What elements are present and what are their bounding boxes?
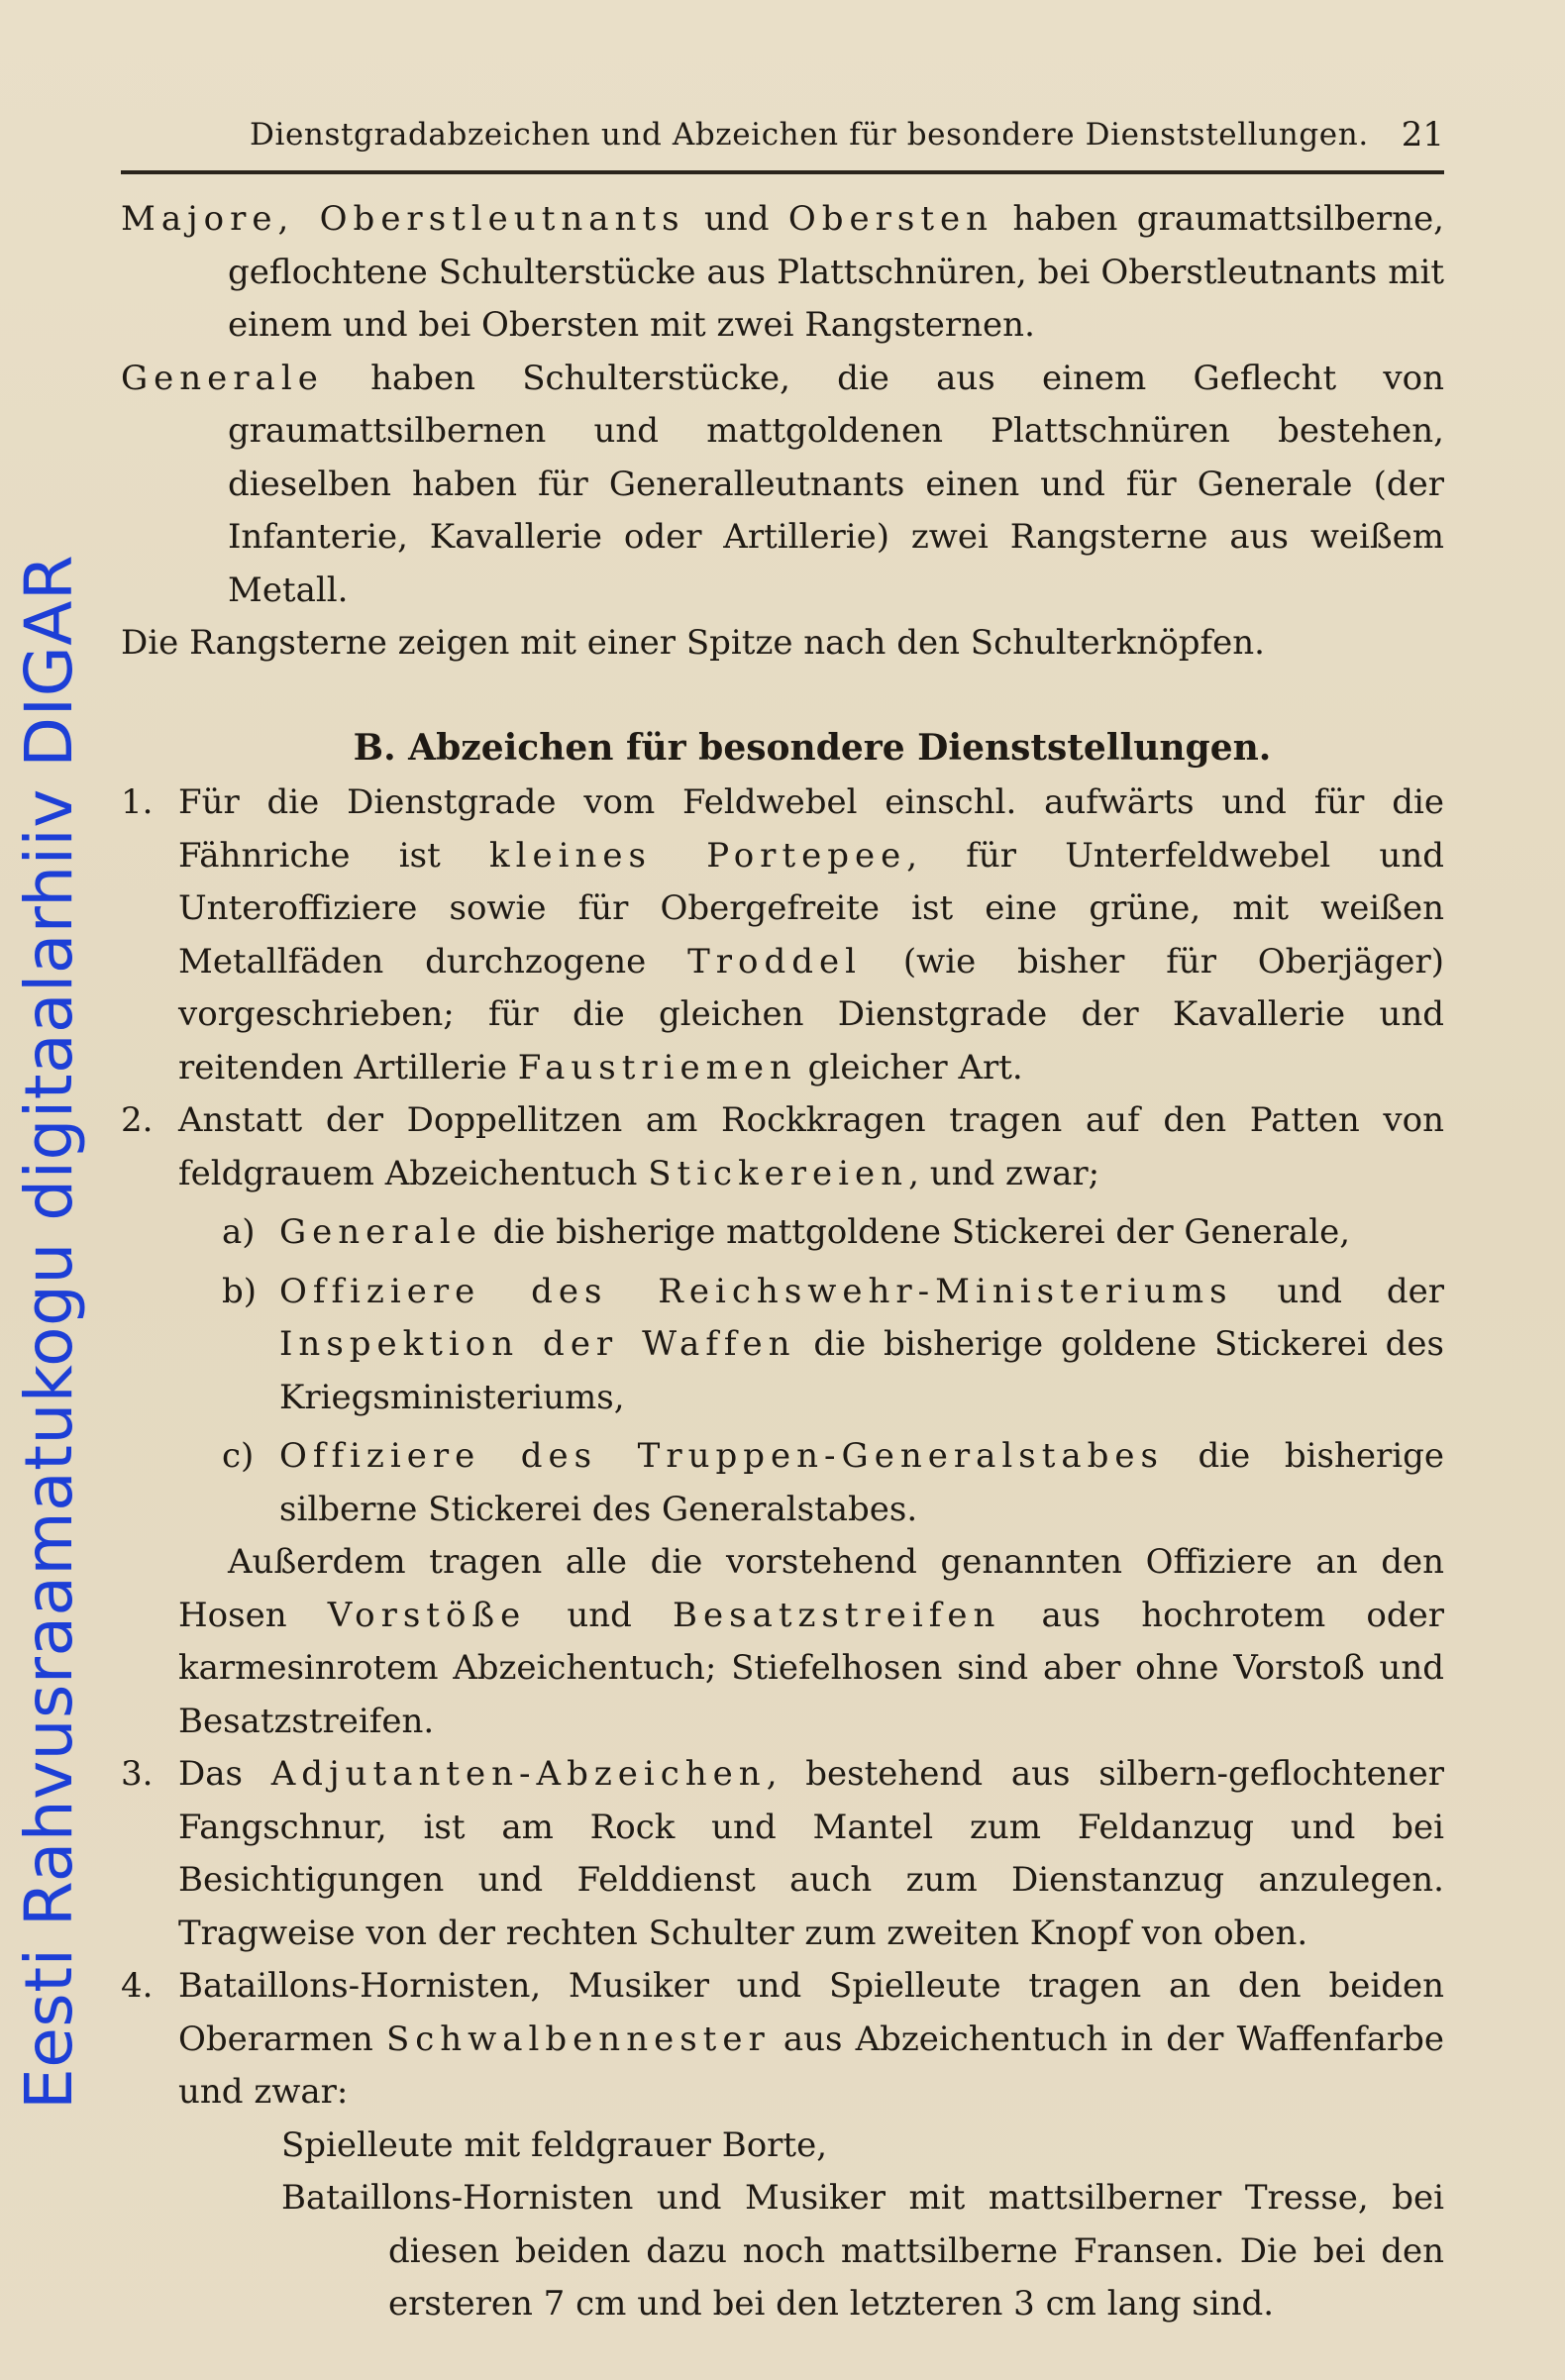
- text-run: haben Schulterstücke, die aus einem Geflecht von graumattsilbernen und mattgoldenen Plattschnüren bestehen, dieselben haben für Generalleutnants einen und für Generale (der Infanterie, Kavallerie oder Artillerie) zwei Rangsterne aus weißem Metall.: [228, 358, 1444, 610]
- text-run: Bataillons-Hornisten, Musiker und Spielleute tragen an den beiden Oberarmen: [178, 1966, 1444, 2059]
- spaced-term: Faustriemen: [517, 1047, 797, 1087]
- page-number: 21: [1401, 115, 1444, 155]
- paragraph-ausserdem: [121, 1536, 1444, 1748]
- text-run: Für die Dienstgrade vom Feldwebel einschl. aufwärts und für die Fähnriche ist: [178, 782, 1444, 876]
- text-run: die bisherige silberne Stickerei des Generalstabes.: [279, 1436, 1444, 1529]
- text-run: die bisherige mattgoldene Stickerei der Generale,: [481, 1212, 1351, 1252]
- text-run: und: [684, 199, 788, 239]
- list-item-1: [121, 776, 1444, 1094]
- item-number: 2.: [121, 1100, 154, 1140]
- spaced-term: Offiziere des Truppen-Generalstabes: [279, 1436, 1164, 1476]
- sub-item-b: [121, 1266, 1444, 1425]
- paragraph-majore: [121, 193, 1444, 353]
- list-line-spielleute: [121, 2120, 1444, 2173]
- spaced-term: Troddel: [687, 941, 862, 982]
- header-title: Dienstgradabzeichen und Abzeichen für besondere Dienststellungen.: [250, 117, 1369, 153]
- list-item-4: [121, 1960, 1444, 2120]
- text-run: und der: [1232, 1271, 1444, 1311]
- paragraph-rangsterne: [121, 617, 1444, 671]
- list-item-3: [121, 1748, 1444, 1960]
- text-run: Spielleute mit feldgrauer Borte,: [281, 2124, 828, 2165]
- archive-watermark: Eesti Rahvusraamatukogu digitaalarhiiv DIGAR: [11, 554, 87, 2110]
- spaced-term: Offiziere des Reichswehr-Ministeriums: [279, 1271, 1233, 1311]
- spaced-term: Obersten: [787, 199, 994, 239]
- spaced-term: Adjutanten-Abzeichen: [270, 1754, 767, 1794]
- spaced-term: kleines Portepee: [489, 835, 907, 876]
- sub-item-label: a): [222, 1212, 256, 1252]
- text-run: haben graumattsilberne, geflochtene Schulterstücke aus Plattschnüren, bei Oberstleutnants mit einem und bei Obersten mit zwei Rangsternen.: [228, 199, 1444, 345]
- list-line-hornisten: [121, 2172, 1444, 2331]
- text-run: aus hochrotem oder karmesinrotem Abzeichentuch; Stiefelhosen sind aber ohne Vorstoß und Besatzstreifen.: [178, 1595, 1444, 1741]
- item-number: 3.: [121, 1754, 154, 1794]
- text-run: gleicher Art.: [796, 1047, 1023, 1087]
- spaced-term: Schwalbennester: [385, 2018, 771, 2059]
- sub-item-label: b): [222, 1271, 258, 1311]
- text-run: und: [526, 1595, 674, 1635]
- list-item-2: [121, 1094, 1444, 1200]
- text-run: Außerdem tragen alle die vorstehend genannten Offiziere an den Hosen: [178, 1542, 1444, 1635]
- text-run: Das: [178, 1754, 271, 1794]
- text-run: Bataillons-Hornisten und Musiker mit mattsilberner Tresse, bei diesen beiden dazu noch mattsilberne Fransen. Die bei den ersteren 7 cm und bei den letzteren 3 cm lang sind.: [281, 2178, 1444, 2324]
- section-title: B. Abzeichen für besondere Dienststellungen.: [353, 726, 1272, 769]
- sub-item-label: c): [222, 1436, 255, 1476]
- text-run: Die Rangsterne zeigen mit einer Spitze nach den Schulterknöpfen.: [121, 623, 1265, 663]
- spaced-term: Majore, Oberstleutnants: [121, 199, 685, 239]
- text-run: , und zwar;: [908, 1153, 1100, 1193]
- text-run: , für Unterfeldwebel und Unteroffiziere sowie für Obergefreite ist eine grüne, mit weißen Metallfäden durchzogene: [178, 835, 1444, 982]
- paragraph-generale: [121, 353, 1444, 618]
- text-run: aus Abzeichentuch in der Waffenfarbe und zwar:: [178, 2018, 1444, 2112]
- text-run: (wie bisher für Oberjäger) vorgeschrieben; für die gleichen Dienstgrade der Kavallerie und reitenden Artillerie: [178, 941, 1444, 1087]
- text-run: , bestehend aus silbern-geflochtener Fangschnur, ist am Rock und Mantel zum Feldanzug und bei Besichtigungen und Felddienst auch zum Dienstanzug anzulegen. Tragweise von der rechten Schulter zum zweiten Knopf von oben.: [178, 1754, 1444, 1953]
- item-number: 1.: [121, 782, 154, 822]
- text-run: die bisherige goldene Stickerei des Kriegsministeriums,: [279, 1324, 1445, 1417]
- spaced-term: Generale: [279, 1212, 482, 1252]
- text-run: Anstatt der Doppellitzen am Rockkragen tragen auf den Patten von feldgrauem Abzeichentuch: [178, 1100, 1444, 1193]
- spaced-term: Stickereien: [648, 1153, 909, 1193]
- running-header: [121, 111, 1444, 174]
- item-number: 4.: [121, 1966, 154, 2006]
- spaced-term: Vorstöße: [327, 1595, 527, 1635]
- spaced-term: Besatzstreifen: [673, 1595, 1001, 1635]
- sub-item-a: [121, 1206, 1444, 1260]
- spaced-term: Inspektion der Waffen: [279, 1324, 796, 1364]
- sub-item-c: [121, 1430, 1444, 1536]
- spaced-term: Generale: [121, 358, 324, 398]
- body-text: [121, 193, 1444, 2331]
